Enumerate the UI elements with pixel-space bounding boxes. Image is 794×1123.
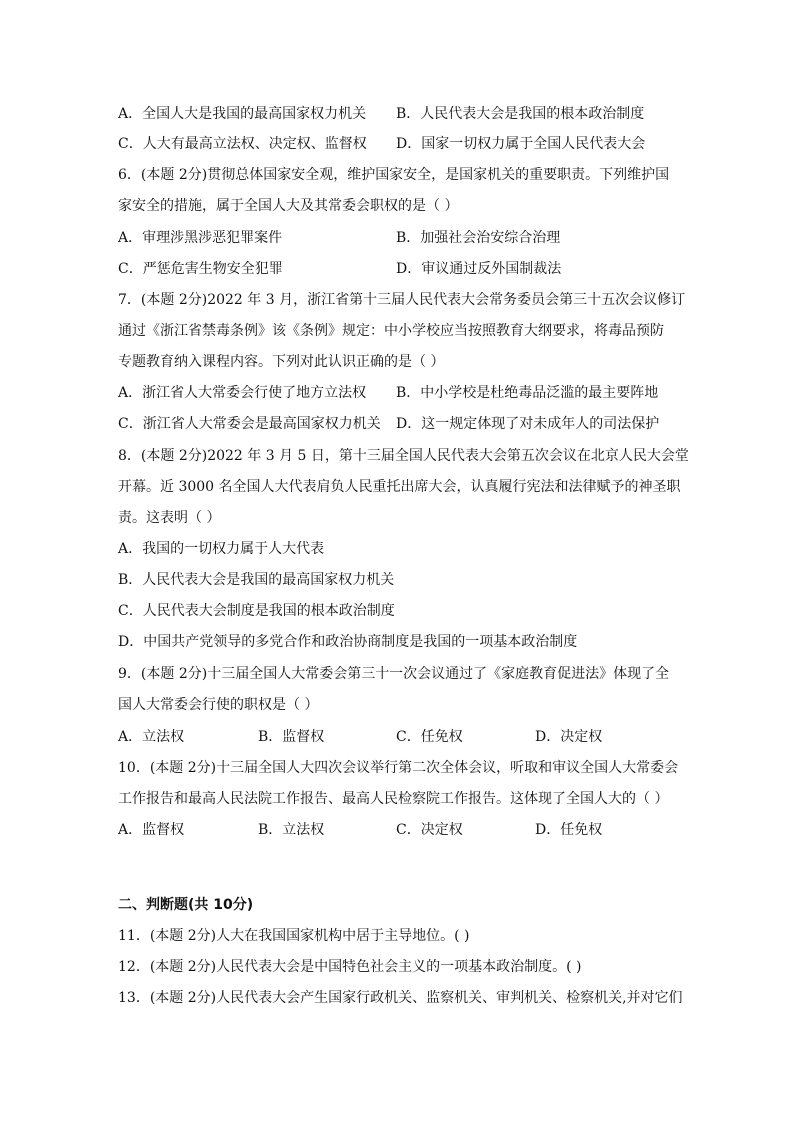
q9-option-c: C．任免权 <box>396 729 463 745</box>
q9-option-d: D．决定权 <box>535 729 603 745</box>
q5-option-a: A．全国人大是我国的最高国家权力机关 <box>118 106 367 122</box>
q6-option-a: A．审理涉黑涉恶犯罪案件 <box>118 230 283 246</box>
q9-option-a: A．立法权 <box>118 729 185 745</box>
q10-option-a: A．监督权 <box>118 822 185 838</box>
q10-stem-line2: 工作报告和最高人民法院工作报告、最高人民检察院工作报告。这体现了全国人大的（ ） <box>118 791 669 807</box>
q11-text: 11．(本题 2分)人大在我国国家机构中居于主导地位。( ) <box>118 928 470 944</box>
q13-text: 13．(本题 2分)人民代表大会产生国家行政机关、监察机关、审判机关、检察机关,并对它们 <box>118 990 683 1006</box>
q12-text: 12．(本题 2分)人民代表大会是中国特色社会主义的一项基本政治制度。( ) <box>118 959 582 975</box>
q10-stem-line1: 10．(本题 2分)十三届全国人大四次会议举行第二次全体会议，听取和审议全国人大常委会 <box>118 760 679 776</box>
q6-option-b: B．加强社会治安综合治理 <box>396 230 561 246</box>
q8-option-d: D．中国共产党领导的多党合作和政治协商制度是我国的一项基本政治制度 <box>118 634 578 650</box>
q8-option-b: B．人民代表大会是我国的最高国家权力机关 <box>118 572 395 588</box>
q8-option-a: A．我国的一切权力属于人大代表 <box>118 541 325 557</box>
q9-option-b: B．监督权 <box>258 729 325 745</box>
q7-option-b: B．中小学校是杜绝毒品泛滥的最主要阵地 <box>396 385 659 401</box>
q8-stem-line3: 责。这表明（ ） <box>118 510 221 526</box>
q10-option-d: D．任免权 <box>535 822 603 838</box>
q7-option-c: C．浙江省人大常委会是最高国家权力机关 <box>118 416 381 432</box>
q8-stem-line1: 8．(本题 2分)2022 年 3 月 5 日，第十三届全国人民代表大会第五次会议在北京人民大会堂 <box>118 448 689 464</box>
q5-option-b: B．人民代表大会是我国的根本政治制度 <box>396 106 645 122</box>
q6-stem-line2: 家安全的措施，属于全国人大及其常委会职权的是（ ） <box>118 198 459 214</box>
q6-option-c: C．严惩危害生物安全犯罪 <box>118 261 283 277</box>
q7-stem-line1: 7．(本题 2分)2022 年 3 月，浙江省第十三届人民代表大会常务委员会第三十五次会议修订 <box>118 292 686 308</box>
q7-stem-line3: 专题教育纳入课程内容。下列对此认识正确的是（ ） <box>118 354 445 370</box>
q5-option-c: C．人大有最高立法权、决定权、监督权 <box>118 136 367 152</box>
q6-option-d: D．审议通过反外国制裁法 <box>396 261 562 277</box>
q5-option-d: D．国家一切权力属于全国人民代表大会 <box>396 136 646 152</box>
q8-option-c: C．人民代表大会制度是我国的根本政治制度 <box>118 603 395 619</box>
q9-stem-line2: 国人大常委会行使的职权是（ ） <box>118 697 319 713</box>
q8-stem-line2: 开幕。近 3000 名全国人大代表肩负人民重托出席大会，认真履行宪法和法律赋予的神圣职 <box>118 479 681 495</box>
q9-stem-line1: 9．(本题 2分)十三届全国人大常委会第三十一次会议通过了《家庭教育促进法》体现了全 <box>118 666 670 682</box>
q10-option-b: B．立法权 <box>258 822 325 838</box>
section-title-judgement: 二、判断题(共 10分) <box>118 897 254 913</box>
q6-stem-line1: 6．(本题 2分)贯彻总体国家安全观，维护国家安全，是国家机关的重要职责。下列维护国 <box>118 167 670 183</box>
q7-option-d: D．这一规定体现了对未成年人的司法保护 <box>396 416 660 432</box>
q10-option-c: C．决定权 <box>396 822 463 838</box>
q7-stem-line2: 通过《浙江省禁毒条例》该《条例》规定：中小学校应当按照教育大纲要求，将毒品预防 <box>118 323 664 339</box>
q7-option-a: A．浙江省人大常委会行使了地方立法权 <box>118 385 367 401</box>
